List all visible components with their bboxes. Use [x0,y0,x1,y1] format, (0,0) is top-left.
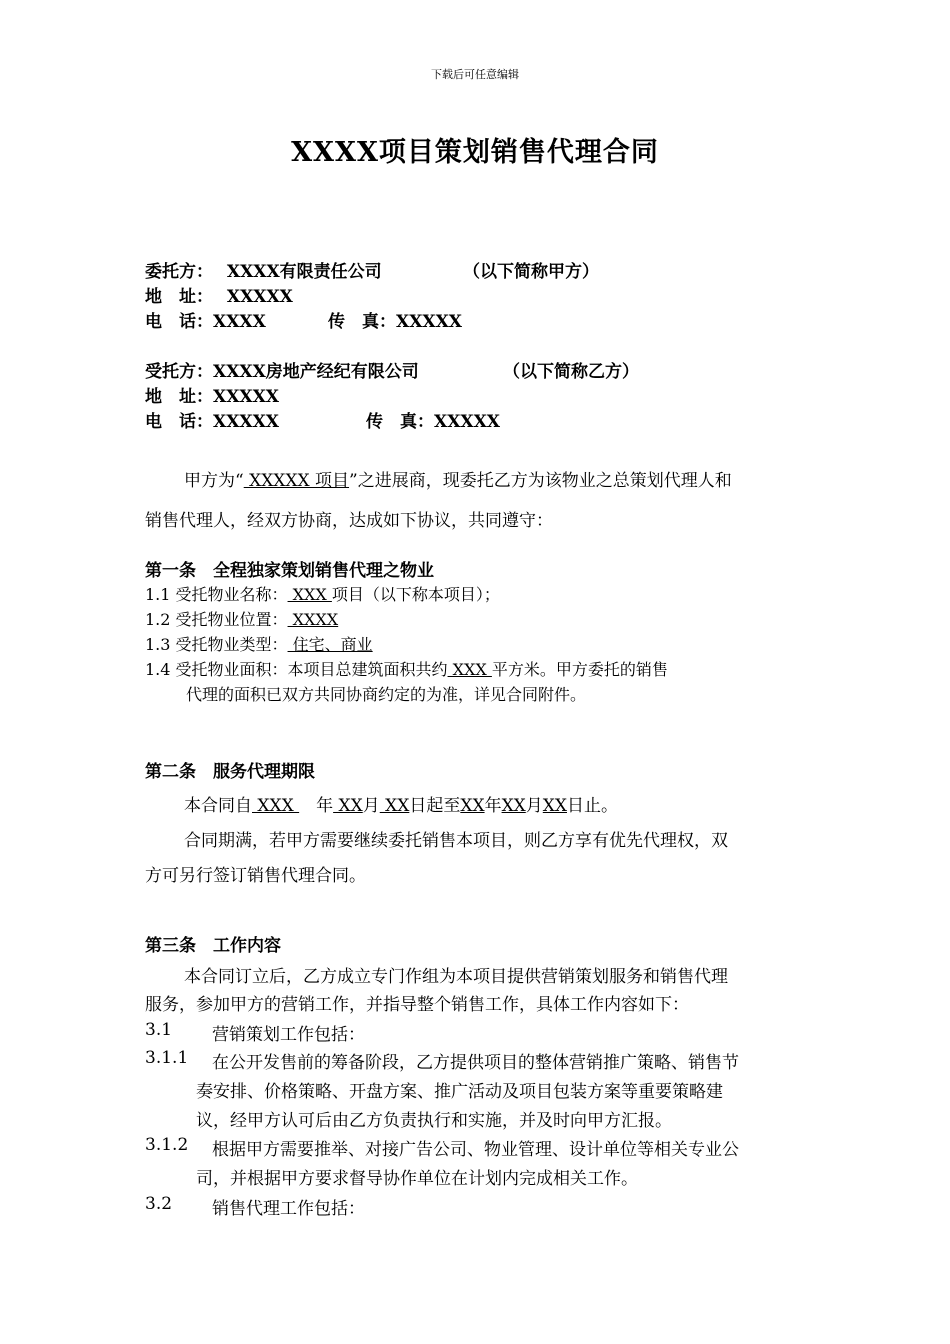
term-text: 年 [484,796,502,816]
term-end-month: XX [501,796,526,816]
item-value: XXXX [287,610,339,629]
term-end-year: XX [460,796,485,816]
term-text: 日止。 [567,796,618,816]
party-a-phone-label: 电 话： [145,312,213,332]
item-value: XXX [447,660,492,679]
item-value: 住宅、商业 [287,635,373,654]
term-start-day: XX [379,796,410,816]
party-b-line-1 [145,357,419,382]
term-text: 日起至 [409,796,461,816]
item-label: 1.4 受托物业面积：本项目总建筑面积共约 [145,660,448,679]
item-label: 1.2 受托物业位置： [145,610,288,629]
section-3-1-text: 营销策划工作包括： [212,1025,365,1045]
party-b-fax [366,407,500,432]
party-b-phone [145,407,279,432]
section-3-1-2-line-2: 司，并根据甲方要求督导协作单位在计划内完成相关工作。 [196,1169,638,1189]
term-text: 月 [525,796,543,816]
term-start-year: XXX [252,796,300,816]
party-b-address-label: 地 址： [145,387,213,407]
article-3-intro-line-1: 本合同订立后，乙方成立专门作组为本项目提供营销策划服务和销售代理 [184,967,728,987]
article-1-item-4 [145,657,668,680]
term-text: 月 [362,796,380,816]
intro-text-a: 甲方为“ [184,471,244,491]
intro-line-1 [184,466,732,491]
section-3-1-2-number: 3.1.2 [145,1135,189,1155]
article-2-title: 第二条 服务代理期限 [145,762,315,782]
document-title: XXXX项目策划销售代理合同 [291,137,659,168]
party-a-line-1 [145,257,382,282]
party-a-label: 委托方： [145,262,213,282]
party-a-phone [145,307,266,332]
article-1-item-1 [145,582,500,605]
article-1-title: 第一条 全程独家策划销售代理之物业 [145,561,434,581]
party-b-name: XXXX房地产经纪有限公司 [213,362,419,382]
section-3-1-1-line-2: 奏安排、价格策略、开盘方案、推广活动及项目包装方案等重要策略建 [196,1082,723,1102]
party-b-fax-value: XXXXX [434,412,500,432]
party-b-fax-label: 传 真： [366,412,434,432]
section-3-1-1-number: 3.1.1 [145,1048,189,1068]
party-a-address-value: XXXXX [226,287,293,307]
party-b-label: 受托方： [145,362,213,382]
header-note: 下载后可任意编辑 [431,68,519,81]
party-a-note: （以下简称甲方） [463,262,599,282]
article-3-intro-line-2: 服务，参加甲方的营销工作，并指导整个销售工作，具体工作内容如下： [145,995,689,1015]
party-b-phone-value: XXXXX [213,412,279,432]
item-label: 1.3 受托物业类型： [145,635,288,654]
item-rest: 项目（以下称本项目）； [331,585,500,604]
party-a-address-label: 地 址： [145,287,213,307]
party-a-fax [328,307,462,332]
term-end-day: XX [542,796,567,816]
party-b-address-value: XXXXX [213,387,279,407]
party-b-phone-label: 电 话： [145,412,213,432]
intro-project-name: XXXXX 项目 [243,471,350,491]
article-1-item-3 [145,632,373,655]
party-a-phone-value: XXXX [213,312,266,332]
article-2-renewal-line-2: 方可另行签订销售代理合同。 [145,866,366,886]
article-1-item-4-cont: 代理的面积已双方共同协商约定的为准，详见合同附件。 [186,685,587,704]
party-a-fax-value: XXXXX [396,312,462,332]
section-3-2-text: 销售代理工作包括： [212,1199,365,1219]
intro-text-b: ”之进展商，现委托乙方为该物业之总策划代理人和 [349,471,732,491]
term-text: 本合同自 [184,796,252,816]
term-text: 年 [316,796,334,816]
party-b-note: （以下简称乙方） [503,362,639,382]
party-a-name: XXXX有限责任公司 [226,262,382,282]
article-2-renewal-line-1: 合同期满，若甲方需要继续委托销售本项目，则乙方享有优先代理权，双 [184,831,728,851]
article-3-title: 第三条 工作内容 [145,936,281,956]
item-label: 1.1 受托物业名称： [145,585,288,604]
item-rest: 平方米。甲方委托的销售 [491,660,668,679]
party-a-fax-label: 传 真： [328,312,396,332]
intro-line-2: 销售代理人，经双方协商，达成如下协议，共同遵守： [145,511,553,531]
section-3-1-2-line-1: 根据甲方需要推举、对接广告公司、物业管理、设计单位等相关专业公 [212,1140,739,1160]
party-a-address [145,282,293,307]
section-3-1-1-line-3: 议，经甲方认可后由乙方负责执行和实施，并及时向甲方汇报。 [196,1111,672,1131]
section-3-2-number: 3.2 [145,1194,173,1214]
section-3-1-number: 3.1 [145,1020,173,1040]
item-value: XXX [287,585,332,604]
section-3-1-1-line-1: 在公开发售前的筹备阶段，乙方提供项目的整体营销推广策略、销售节 [212,1053,739,1073]
party-b-address [145,382,279,407]
article-2-term [184,791,618,816]
article-1-item-2 [145,607,338,630]
term-start-month: XX [333,796,363,816]
